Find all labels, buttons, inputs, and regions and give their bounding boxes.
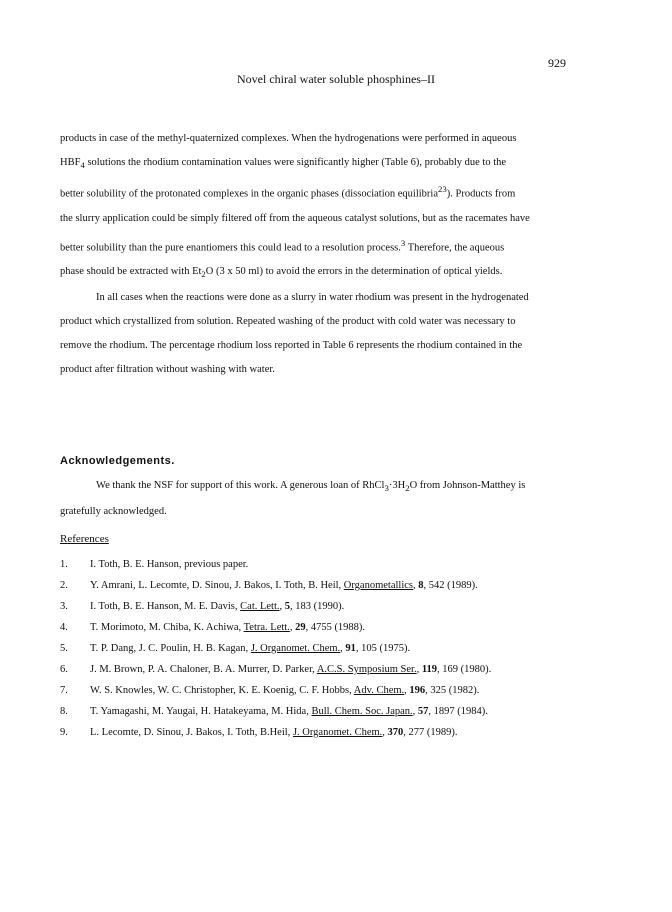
journal-name: Cat. Lett. <box>240 601 280 612</box>
journal-name: J. Organomet. Chem. <box>250 643 341 654</box>
reference-number: 2. <box>60 580 68 591</box>
volume: 196 <box>409 685 426 696</box>
reference-number: 6. <box>60 664 68 675</box>
reference-text: L. Lecomte, D. Sinou, J. Bakos, I. Toth, B.Heil, J. Organomet. Chem., 370, 277 (1989). <box>90 727 458 738</box>
reference-item <box>60 617 530 638</box>
reference-item <box>60 659 530 680</box>
journal-name: Tetra. Lett. <box>243 622 290 633</box>
reference-item <box>60 554 530 575</box>
reference-number: 8. <box>60 706 68 717</box>
reference-text: T. Yamagashi, M. Yaugai, H. Hatakeyama, M. Hida, Bull. Chem. Soc. Japan., 57, 1897 (1984). <box>90 706 488 717</box>
reference-text: J. M. Brown, P. A. Chaloner, B. A. Murrer, D. Parker, A.C.S. Symposium Ser., 119, 169 (1980). <box>90 664 492 675</box>
volume: 57 <box>417 706 429 717</box>
running-head: Novel chiral water soluble phosphines–II <box>237 72 435 86</box>
reference-list <box>60 554 530 743</box>
reference-number: 5. <box>60 643 68 654</box>
reference-text: Y. Amrani, L. Lecomte, D. Sinou, J. Bakos, I. Toth, B. Heil, Organometallics, 8, 542 (1989). <box>90 580 478 591</box>
journal-name: J. Organomet. Chem. <box>292 727 383 738</box>
journal-name: Adv. Chem. <box>353 685 405 696</box>
volume: 5 <box>284 601 291 612</box>
reference-item <box>60 701 530 722</box>
reference-text: W. S. Knowles, W. C. Christopher, K. E. Koenig, C. F. Hobbs, Adv. Chem., 196, 325 (1982). <box>90 685 480 696</box>
paragraph-2: In all cases when the reactions were done as a slurry in water rhodium was present in the hydrogenated product which crystallized from solution. Repeated washing of the product with cold water was necessary to remove the rhodium. The percentage rhodium loss reported in Table 6 represents the rhodium contained in the product after filtration without washing with water. <box>60 292 529 376</box>
reference-number: 9. <box>60 727 68 738</box>
volume: 8 <box>418 580 424 591</box>
reference-item <box>60 722 530 743</box>
body-text <box>60 127 530 382</box>
reference-item <box>60 638 530 659</box>
journal-name: A.C.S. Symposium Ser. <box>316 664 417 675</box>
reference-text: I. Toth, B. E. Hanson, M. E. Davis, Cat. Lett., 5, 183 (1990). <box>90 601 345 612</box>
volume: 91 <box>345 643 356 654</box>
reference-number: 3. <box>60 601 68 612</box>
reference-text: T. Morimoto, M. Chiba, K. Achiwa, Tetra. Lett., 29, 4755 (1988). <box>90 622 366 633</box>
reference-number: 7. <box>60 685 68 696</box>
references-heading: References <box>60 533 109 545</box>
reference-item <box>60 680 530 701</box>
volume: 29 <box>295 622 306 633</box>
acknowledgements-text: We thank the NSF for support of this work. A generous loan of $RhCl_3\cdot 3H_2O$ from Johnson-Matthey is gratefully acknowledged. <box>60 480 526 518</box>
page-number: 929 <box>548 56 566 70</box>
reference-text: I. Toth, B. E. Hanson, previous paper. <box>90 559 249 570</box>
journal-name: Organometallics <box>343 580 413 591</box>
reference-number: 1. <box>60 559 68 570</box>
reference-item <box>60 596 530 617</box>
reference-text: T. P. Dang, J. C. Poulin, H. B. Kagan, J. Organomet. Chem., 91, 105 (1975). <box>90 643 411 654</box>
paragraph-1: products in case of the methyl-quaternized complexes. When the hydrogenations were performed in aqueous $HBF_4$ solutions the rhodium contamination values were significantly higher (Table 6), probably due to the better solubility of the protonated complexes in the organic phases (dissociation equilibria$^{23}$). Products from the slurry application could be simply filtered off from the aqueous catalyst solutions, but as the racemates have better solubility than the pure enantiomers this could lead to a resolution process.$^3$ Therefore, the aqueous phase should be extracted with $Et_2O$ (3 x 50 ml) to avoid the errors in the determination of optical yields. <box>60 133 530 280</box>
reference-number: 4. <box>60 622 68 633</box>
journal-name: Bull. Chem. Soc. Japan. <box>311 706 413 717</box>
volume: 119 <box>421 664 438 675</box>
volume: 370 <box>387 727 404 738</box>
reference-item <box>60 575 530 596</box>
acknowledgements-heading: Acknowledgements. <box>60 455 175 467</box>
